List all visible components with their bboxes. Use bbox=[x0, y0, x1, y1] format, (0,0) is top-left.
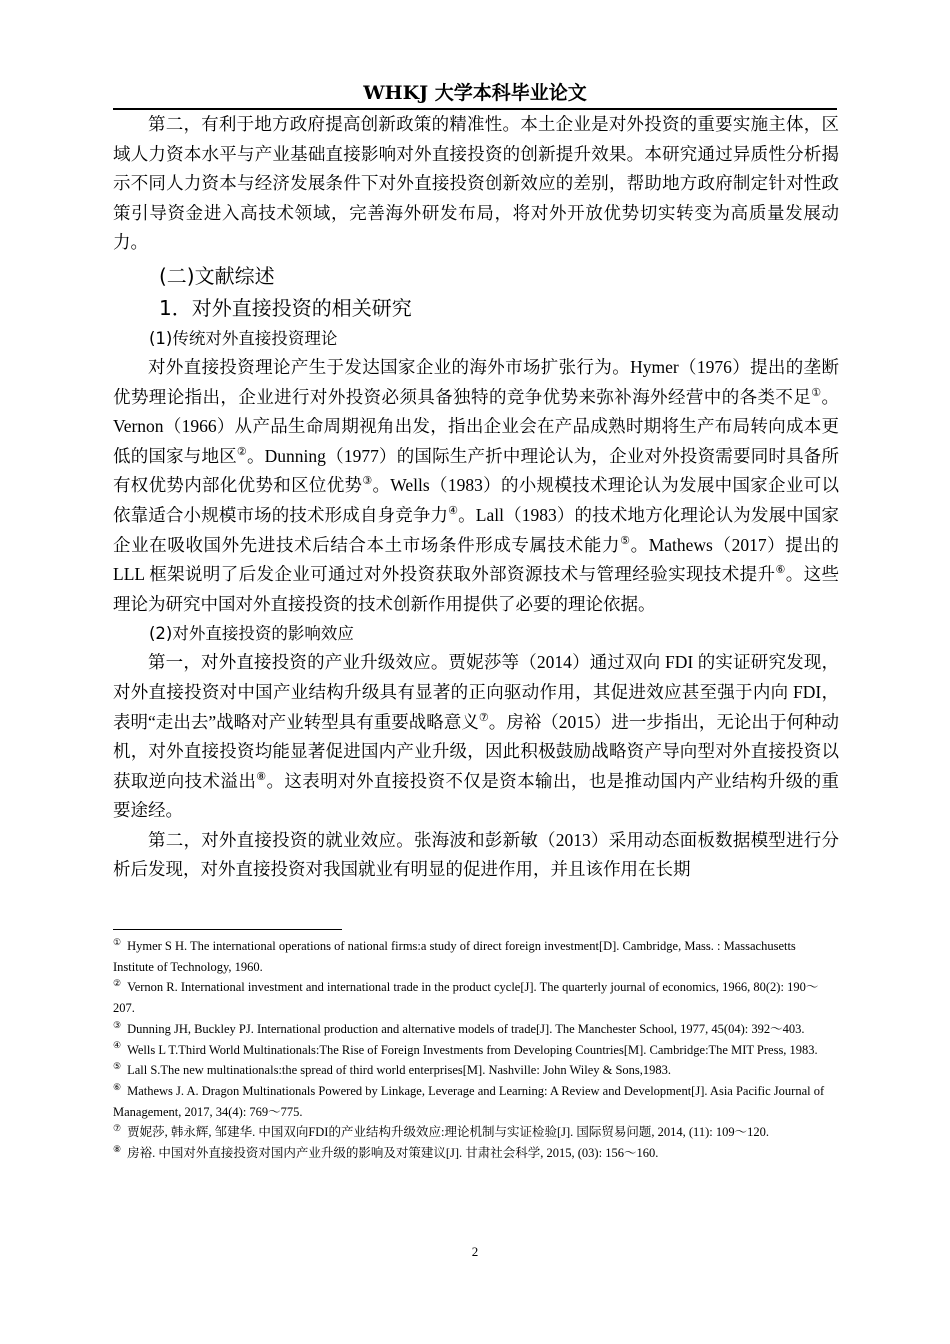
footnote: ⑧ 房裕. 中国对外直接投资对国内产业升级的影响及对策建议[J]. 甘肃社会科学, 2015, (03): 156～160. bbox=[113, 1143, 659, 1161]
footnotes bbox=[113, 936, 833, 1164]
footnote: ② Vernon R. International investment and international trade in the product cycle[J]. The quarterly journal of economics, 1966, 80(2): 190～207. bbox=[113, 978, 819, 1016]
footnote: ④ Wells L T.Third World Multinationals:The Rise of Foreign Investments from Developing Countries[M]. Cambridge:The MIT Press, 1983. bbox=[113, 1040, 818, 1057]
footnote-ref[interactable]: ④ bbox=[448, 505, 459, 518]
footnote: ⑥ Mathews J. A. Dragon Multinationals Powered by Linkage, Leverage and Learning: A Review and Development[J]. Asia Pacific Journal of Management, 2017, 34(4): 769～775. bbox=[113, 1081, 825, 1119]
page-number: 2 bbox=[471, 1244, 479, 1259]
body-text bbox=[113, 110, 839, 885]
footnote-ref[interactable]: ② bbox=[236, 445, 247, 458]
footnote-ref[interactable]: ① bbox=[811, 386, 822, 399]
footnote-ref[interactable]: ⑤ bbox=[620, 534, 631, 547]
sub-heading-effects: (2)对外直接投资的影响效应 bbox=[149, 624, 354, 644]
paragraph-policy: 第二，有利于地方政府提高创新政策的精准性。本土企业是对外投资的重要实施主体，区域人力资本水平与产业基础直接影响对外直接投资的创新提升效果。本研究通过异质性分析揭示不同人力资本与经济发展条件下对外直接投资创新效应的差别，帮助地方政府制定针对性政策引导资金进入高技术领域，完善海外研发布局，将对外开放优势切实转变为高质量发展动力。 bbox=[113, 114, 839, 253]
footnote: ③ Dunning JH, Buckley PJ. International production and alternative models of trade[J]. The Manchester School, 1977, 45(04): 392～403. bbox=[113, 1019, 805, 1036]
paragraph-theory: 对外直接投资理论产生于发达国家企业的海外市场扩张行为。Hymer（1976）提出的垄断优势理论指出，企业进行对外投资必须具备独特的竞争优势来弥补海外经营中的各类不足①。Vernon（1966）从产品生命周期视角出发，指出企业会在产品成熟时期将生产布局转向成本更低的国家与地区②。Dunning（1977）的国际生产折中理论认为，企业对外投资需要同时具备所有权优势内部化优势和区位优势③。Wells（1983）的小规模技术理论认为发展中国家企业可以依靠适合小规模市场的技术形成自身竞争力④。Lall（1983）的技术地方化理论认为发展中国家企业在吸收国外先进技术后结合本土市场条件形成专属技术能力⑤。Mathews（2017）提出的 LLL 框架说明了后发企业可通过对外投资获取外部资源技术与管理经验实现技术提升⑥。这些理论为研究中国对外直接投资的技术创新作用提供了必要的理论依据。 bbox=[113, 356, 840, 614]
footnote: ⑤ Lall S.The new multinationals:the spread of third world enterprises[M]. Nashville: John Wiley & Sons,1983. bbox=[113, 1061, 672, 1078]
footnote-separator bbox=[113, 929, 342, 930]
footnote: ① Hymer S H. The international operations of national firms:a study of direct foreign investment[D]. Cambridge, Mass. : Massachusetts Institute of Technology, 1960. bbox=[113, 936, 796, 974]
running-header: WHKJ 大学本科毕业论文 bbox=[363, 82, 587, 104]
paragraph-industry-effect: 第一，对外直接投资的产业升级效应。贾妮莎等（2014）通过双向 FDI 的实证研究发现，对外直接投资对中国产业结构升级具有显著的正向驱动作用，其促进效应甚至强于内向 FDI，表明“走出去”战略对产业转型具有重要战略意义⑦。房裕（2015）进一步指出，无论出于何种动机，对外直接投资均能显著促进国内产业升级，因此积极鼓励战略资产导向型对外直接投资以获取逆向技术溢出⑧。这表明对外直接投资不仅是资本输出，也是推动国内产业结构升级的重要途经。 bbox=[113, 652, 839, 821]
footnote-ref[interactable]: ⑧ bbox=[256, 770, 267, 783]
section-heading: (二)文献综述 bbox=[159, 263, 275, 288]
paragraph-employment-effect: 第二，对外直接投资的就业效应。张海波和彭新敏（2013）采用动态面板数据模型进行分析后发现，对外直接投资对我国就业有明显的促进作用，并且该作用在长期 bbox=[113, 829, 839, 880]
subsection-heading: 1．对外直接投资的相关研究 bbox=[159, 295, 412, 320]
footnote-ref[interactable]: ③ bbox=[362, 475, 373, 488]
footnote-ref[interactable]: ⑦ bbox=[478, 711, 489, 724]
footnote-ref[interactable]: ⑥ bbox=[775, 564, 786, 577]
sub-heading-theory: (1)传统对外直接投资理论 bbox=[149, 328, 338, 348]
footnote: ⑦ 贾妮莎, 韩永辉, 邹建华. 中国双向FDI的产业结构升级效应:理论机制与实证检验[J]. 国际贸易问题, 2014, (11): 109～120. bbox=[113, 1123, 769, 1140]
